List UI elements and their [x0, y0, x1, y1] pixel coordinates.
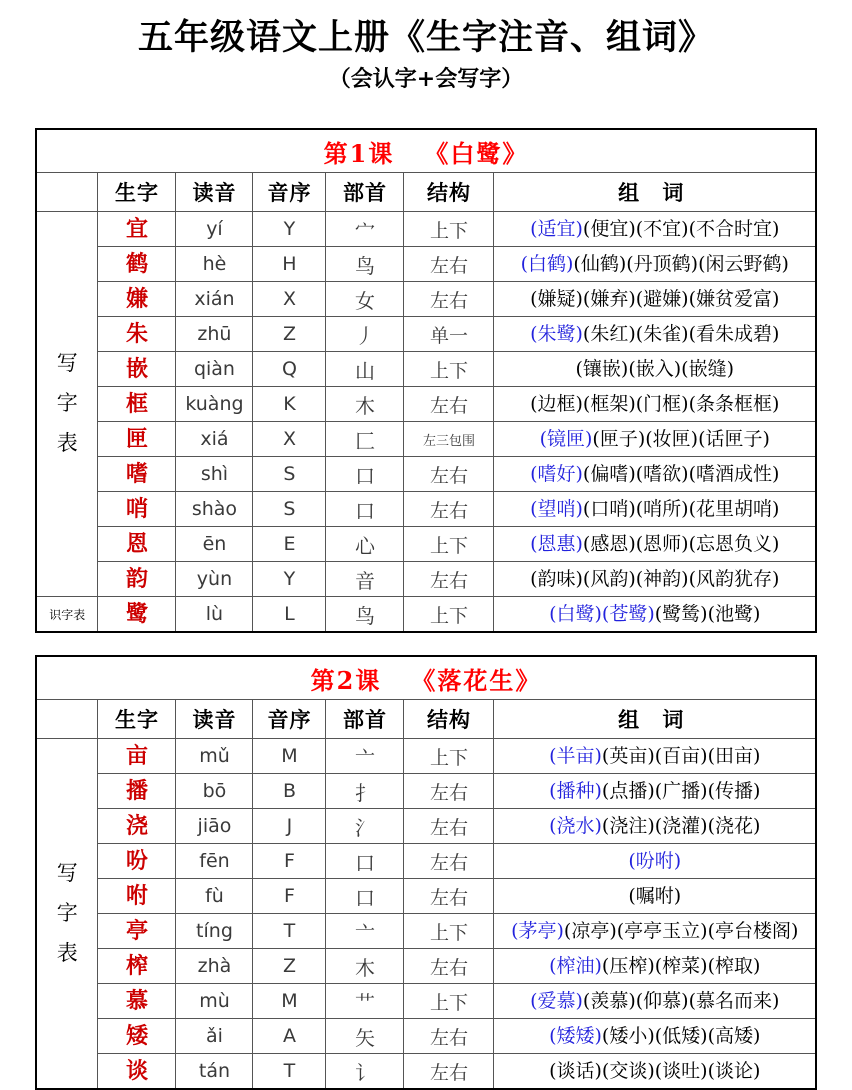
cell-pinyin: yí — [176, 212, 253, 247]
cell-initial: X — [253, 422, 326, 457]
cell-radical: 氵 — [326, 809, 404, 844]
cell-pinyin: hè — [176, 247, 253, 282]
cell-pinyin: fù — [176, 879, 253, 914]
cell-radical: 艹 — [326, 984, 404, 1019]
word-entry: (不合时宜) — [688, 217, 780, 240]
cell-character: 亭 — [98, 914, 176, 949]
cell-structure: 上下 — [404, 527, 494, 562]
word-entry: (条条框框) — [688, 392, 780, 415]
word-entry: (框架) — [582, 392, 636, 415]
word-entry: (仙鹤) — [573, 252, 627, 275]
side-label-write-list — [36, 212, 98, 597]
word-entry: (偏嗜) — [582, 462, 636, 485]
cell-words — [494, 879, 816, 914]
word-entry: (茅亭) — [511, 919, 564, 942]
word-entry: (哨所) — [635, 497, 689, 520]
cell-radical: 鸟 — [326, 597, 404, 633]
word-entry: (花里胡哨) — [688, 497, 780, 520]
word-entry: (鹭鸶) — [654, 602, 708, 625]
side-label-recognize-list: 识字表 — [36, 597, 98, 633]
word-entry: (高矮) — [707, 1024, 761, 1047]
word-entry: (恩惠) — [530, 532, 583, 555]
column-header-words: 组 词 — [494, 700, 816, 739]
word-entry: (风韵) — [582, 567, 636, 590]
cell-words — [494, 774, 816, 809]
column-header-initial: 音序 — [253, 700, 326, 739]
table-row — [36, 984, 816, 1019]
cell-words — [494, 212, 816, 247]
table-row — [36, 527, 816, 562]
cell-words — [494, 527, 816, 562]
side-label-char: 写 — [56, 351, 78, 376]
word-entry: (嗜欲) — [635, 462, 689, 485]
cell-pinyin: zhà — [176, 949, 253, 984]
word-entry: (不宜) — [635, 217, 689, 240]
word-entry: (半亩) — [549, 744, 602, 767]
cell-pinyin: xiá — [176, 422, 253, 457]
cell-radical: 匚 — [326, 422, 404, 457]
cell-character: 匣 — [98, 422, 176, 457]
word-entry: (亭亭玉立) — [616, 919, 708, 942]
word-entry: (感恩) — [582, 532, 636, 555]
table-row — [36, 212, 816, 247]
word-entry: (恩师) — [635, 532, 689, 555]
cell-words — [494, 739, 816, 774]
cell-structure: 左右 — [404, 879, 494, 914]
cell-pinyin: bō — [176, 774, 253, 809]
word-entry: (镶嵌) — [575, 357, 629, 380]
cell-character: 朱 — [98, 317, 176, 352]
column-header-character: 生字 — [98, 700, 176, 739]
cell-pinyin: tán — [176, 1054, 253, 1090]
cell-words — [494, 282, 816, 317]
cell-initial: M — [253, 739, 326, 774]
word-entry: (榨菜) — [654, 954, 708, 977]
word-entry: (谈话) — [549, 1059, 602, 1082]
word-entry: (朱雀) — [635, 322, 689, 345]
word-entry: (点播) — [601, 779, 655, 802]
word-entry: (避嫌) — [635, 287, 689, 310]
cell-structure: 左右 — [404, 387, 494, 422]
cell-character: 播 — [98, 774, 176, 809]
lesson-number: 第2课 — [310, 665, 382, 695]
word-entry: (门框) — [635, 392, 689, 415]
cell-pinyin: zhū — [176, 317, 253, 352]
cell-radical: 宀 — [326, 212, 404, 247]
cell-character: 慕 — [98, 984, 176, 1019]
cell-words — [494, 809, 816, 844]
lesson-number: 第1课 — [323, 138, 395, 168]
cell-structure: 左右 — [404, 809, 494, 844]
cell-initial: Y — [253, 212, 326, 247]
table-row — [36, 247, 816, 282]
word-entry: (浇花) — [707, 814, 761, 837]
word-entry: (百亩) — [654, 744, 708, 767]
word-entry: (嫌疑) — [530, 287, 583, 310]
cell-character: 矮 — [98, 1019, 176, 1054]
word-entry: (亭台楼阁) — [707, 919, 799, 942]
table-row — [36, 844, 816, 879]
cell-initial: J — [253, 809, 326, 844]
cell-radical: 鸟 — [326, 247, 404, 282]
word-entry: (苍鹭) — [601, 602, 655, 625]
cell-words — [494, 1054, 816, 1090]
cell-radical: 矢 — [326, 1019, 404, 1054]
lesson-title-row — [36, 656, 816, 700]
cell-character: 亩 — [98, 739, 176, 774]
cell-words — [494, 984, 816, 1019]
cell-radical: 扌 — [326, 774, 404, 809]
cell-initial: A — [253, 1019, 326, 1054]
lesson-table-2 — [35, 655, 817, 1090]
cell-radical: 口 — [326, 492, 404, 527]
page-subtitle: （会认字+会写字） — [328, 65, 524, 92]
cell-radical: 音 — [326, 562, 404, 597]
word-entry: (田亩) — [707, 744, 761, 767]
word-entry: (矮矮) — [549, 1024, 602, 1047]
table-row — [36, 949, 816, 984]
table-row — [36, 457, 816, 492]
cell-words — [494, 914, 816, 949]
cell-radical: 山 — [326, 352, 404, 387]
column-header-tag — [36, 700, 98, 739]
cell-pinyin: qiàn — [176, 352, 253, 387]
cell-initial: Z — [253, 317, 326, 352]
cell-structure: 左右 — [404, 247, 494, 282]
table-row — [36, 774, 816, 809]
word-entry: (嗜酒成性) — [688, 462, 780, 485]
cell-structure: 左右 — [404, 562, 494, 597]
cell-initial: X — [253, 282, 326, 317]
cell-initial: B — [253, 774, 326, 809]
cell-character: 韵 — [98, 562, 176, 597]
word-entry: (神韵) — [635, 567, 689, 590]
cell-words — [494, 949, 816, 984]
cell-radical: 木 — [326, 949, 404, 984]
cell-character: 谈 — [98, 1054, 176, 1090]
cell-structure: 左右 — [404, 492, 494, 527]
cell-initial: Y — [253, 562, 326, 597]
word-entry: (榨油) — [549, 954, 602, 977]
column-header-words: 组 词 — [494, 173, 816, 212]
word-entry: (适宜) — [530, 217, 583, 240]
column-header-pinyin: 读音 — [176, 700, 253, 739]
cell-structure: 左右 — [404, 1019, 494, 1054]
word-entry: (仰慕) — [635, 989, 689, 1012]
cell-radical: 口 — [326, 879, 404, 914]
cell-words — [494, 562, 816, 597]
word-entry: (话匣子) — [698, 427, 770, 450]
table-row — [36, 282, 816, 317]
table-header-row — [36, 173, 816, 212]
cell-radical: 女 — [326, 282, 404, 317]
page-title: 五年级语文上册《生字注音、组词》 — [137, 17, 714, 58]
cell-radical: 木 — [326, 387, 404, 422]
word-entry: (爱慕) — [530, 989, 583, 1012]
cell-radical: 亠 — [326, 914, 404, 949]
word-entry: (风韵犹存) — [688, 567, 780, 590]
cell-character: 浇 — [98, 809, 176, 844]
cell-pinyin: mù — [176, 984, 253, 1019]
cell-character: 鹤 — [98, 247, 176, 282]
column-header-character: 生字 — [98, 173, 176, 212]
cell-words — [494, 247, 816, 282]
lesson-name: 《白鹭》 — [424, 138, 529, 168]
word-entry: (朱红) — [582, 322, 636, 345]
cell-structure: 上下 — [404, 914, 494, 949]
table-row — [36, 879, 816, 914]
cell-character: 嫌 — [98, 282, 176, 317]
table-row — [36, 1054, 816, 1090]
cell-structure: 上下 — [404, 984, 494, 1019]
table-row — [36, 492, 816, 527]
word-entry: (便宜) — [582, 217, 636, 240]
word-entry: (匣子) — [592, 427, 646, 450]
table-row — [36, 562, 816, 597]
word-entry: (凉亭) — [563, 919, 617, 942]
cell-structure: 左右 — [404, 949, 494, 984]
word-entry: (浇灌) — [654, 814, 708, 837]
cell-character: 吩 — [98, 844, 176, 879]
cell-structure: 左三包围 — [404, 422, 494, 457]
cell-radical: 丿 — [326, 317, 404, 352]
word-entry: (羡慕) — [582, 989, 636, 1012]
word-entry: (矮小) — [601, 1024, 655, 1047]
column-header-structure: 结构 — [404, 173, 494, 212]
column-header-radical: 部首 — [326, 700, 404, 739]
word-entry: (闲云野鹤) — [698, 252, 789, 275]
column-header-tag — [36, 173, 98, 212]
word-entry: (望哨) — [530, 497, 583, 520]
cell-initial: S — [253, 457, 326, 492]
table-row — [36, 739, 816, 774]
title-block — [0, 0, 852, 92]
word-entry: (口哨) — [582, 497, 636, 520]
cell-structure: 左右 — [404, 1054, 494, 1090]
word-entry: (广播) — [654, 779, 708, 802]
cell-words — [494, 457, 816, 492]
word-entry: (嵌入) — [628, 357, 682, 380]
cell-character: 嗜 — [98, 457, 176, 492]
cell-initial: S — [253, 492, 326, 527]
cell-structure: 左右 — [404, 457, 494, 492]
lesson-title — [36, 656, 816, 700]
table-row — [36, 597, 816, 633]
cell-initial: T — [253, 1054, 326, 1090]
word-entry: (白鹤) — [520, 252, 574, 275]
word-entry: (榨取) — [707, 954, 761, 977]
word-entry: (低矮) — [654, 1024, 708, 1047]
cell-radical: 口 — [326, 844, 404, 879]
cell-pinyin: tíng — [176, 914, 253, 949]
side-label-char: 字 — [56, 391, 78, 416]
cell-words — [494, 844, 816, 879]
cell-initial: M — [253, 984, 326, 1019]
cell-structure: 左右 — [404, 844, 494, 879]
cell-words — [494, 352, 816, 387]
side-label-char: 表 — [56, 940, 78, 965]
column-header-structure: 结构 — [404, 700, 494, 739]
column-header-pinyin: 读音 — [176, 173, 253, 212]
cell-character: 榨 — [98, 949, 176, 984]
cell-pinyin: shào — [176, 492, 253, 527]
lesson-table-1 — [35, 128, 817, 633]
cell-pinyin: kuàng — [176, 387, 253, 422]
cell-words — [494, 317, 816, 352]
cell-pinyin: lù — [176, 597, 253, 633]
table-row — [36, 387, 816, 422]
word-entry: (看朱成碧) — [688, 322, 780, 345]
word-entry: (嗜好) — [530, 462, 583, 485]
word-entry: (池鹭) — [707, 602, 761, 625]
cell-words — [494, 492, 816, 527]
table-row — [36, 352, 816, 387]
word-entry: (慕名而来) — [688, 989, 780, 1012]
lesson-name: 《落花生》 — [411, 665, 542, 695]
side-label-write-list — [36, 739, 98, 1090]
cell-character: 鹭 — [98, 597, 176, 633]
cell-words — [494, 597, 816, 633]
table-row — [36, 1019, 816, 1054]
cell-initial: E — [253, 527, 326, 562]
cell-radical: 讠 — [326, 1054, 404, 1090]
cell-structure: 上下 — [404, 352, 494, 387]
cell-words — [494, 422, 816, 457]
word-entry: (边框) — [530, 392, 583, 415]
cell-initial: K — [253, 387, 326, 422]
side-label-char: 字 — [56, 900, 78, 925]
cell-radical: 亠 — [326, 739, 404, 774]
table-row — [36, 317, 816, 352]
cell-pinyin: mǔ — [176, 739, 253, 774]
cell-character: 宜 — [98, 212, 176, 247]
word-entry: (浇水) — [549, 814, 602, 837]
cell-structure: 上下 — [404, 739, 494, 774]
cell-initial: F — [253, 879, 326, 914]
cell-initial: Z — [253, 949, 326, 984]
word-entry: (交谈) — [601, 1059, 655, 1082]
cell-character: 咐 — [98, 879, 176, 914]
cell-initial: Q — [253, 352, 326, 387]
cell-pinyin: ǎi — [176, 1019, 253, 1054]
word-entry: (忘恩负义) — [688, 532, 780, 555]
word-entry: (嵌缝) — [681, 357, 734, 380]
cell-structure: 上下 — [404, 212, 494, 247]
word-entry: (浇注) — [601, 814, 655, 837]
cell-structure: 左右 — [404, 774, 494, 809]
cell-character: 嵌 — [98, 352, 176, 387]
cell-initial: T — [253, 914, 326, 949]
table-row — [36, 422, 816, 457]
cell-radical: 口 — [326, 457, 404, 492]
cell-pinyin: shì — [176, 457, 253, 492]
column-header-radical: 部首 — [326, 173, 404, 212]
column-header-initial: 音序 — [253, 173, 326, 212]
word-entry: (吩咐) — [628, 849, 682, 872]
cell-initial: L — [253, 597, 326, 633]
word-entry: (嘱咐) — [628, 884, 682, 907]
word-entry: (播种) — [549, 779, 602, 802]
word-entry: (丹顶鹤) — [626, 252, 699, 275]
cell-character: 框 — [98, 387, 176, 422]
word-entry: (韵味) — [530, 567, 583, 590]
table-header-row — [36, 700, 816, 739]
cell-structure: 上下 — [404, 597, 494, 633]
word-entry: (英亩) — [601, 744, 655, 767]
word-entry: (白鹭) — [549, 602, 602, 625]
cell-initial: H — [253, 247, 326, 282]
cell-initial: F — [253, 844, 326, 879]
table-row — [36, 914, 816, 949]
cell-character: 恩 — [98, 527, 176, 562]
cell-structure: 单一 — [404, 317, 494, 352]
word-entry: (妆匣) — [645, 427, 699, 450]
word-entry: (谈论) — [707, 1059, 761, 1082]
cell-words — [494, 1019, 816, 1054]
cell-radical: 心 — [326, 527, 404, 562]
cell-words — [494, 387, 816, 422]
cell-pinyin: jiāo — [176, 809, 253, 844]
cell-pinyin: xián — [176, 282, 253, 317]
word-entry: (嫌贫爱富) — [688, 287, 780, 310]
word-entry: (镜匣) — [539, 427, 593, 450]
cell-pinyin: ēn — [176, 527, 253, 562]
side-label-char: 表 — [56, 431, 78, 456]
word-entry: (朱鹭) — [530, 322, 583, 345]
lesson-title — [36, 129, 816, 173]
lesson-title-row — [36, 129, 816, 173]
cell-character: 哨 — [98, 492, 176, 527]
cell-pinyin: fēn — [176, 844, 253, 879]
table-row — [36, 809, 816, 844]
cell-pinyin: yùn — [176, 562, 253, 597]
word-entry: (传播) — [707, 779, 761, 802]
word-entry: (嫌弃) — [582, 287, 636, 310]
word-entry: (谈吐) — [654, 1059, 708, 1082]
side-label-char: 写 — [56, 860, 78, 885]
cell-structure: 左右 — [404, 282, 494, 317]
word-entry: (压榨) — [601, 954, 655, 977]
